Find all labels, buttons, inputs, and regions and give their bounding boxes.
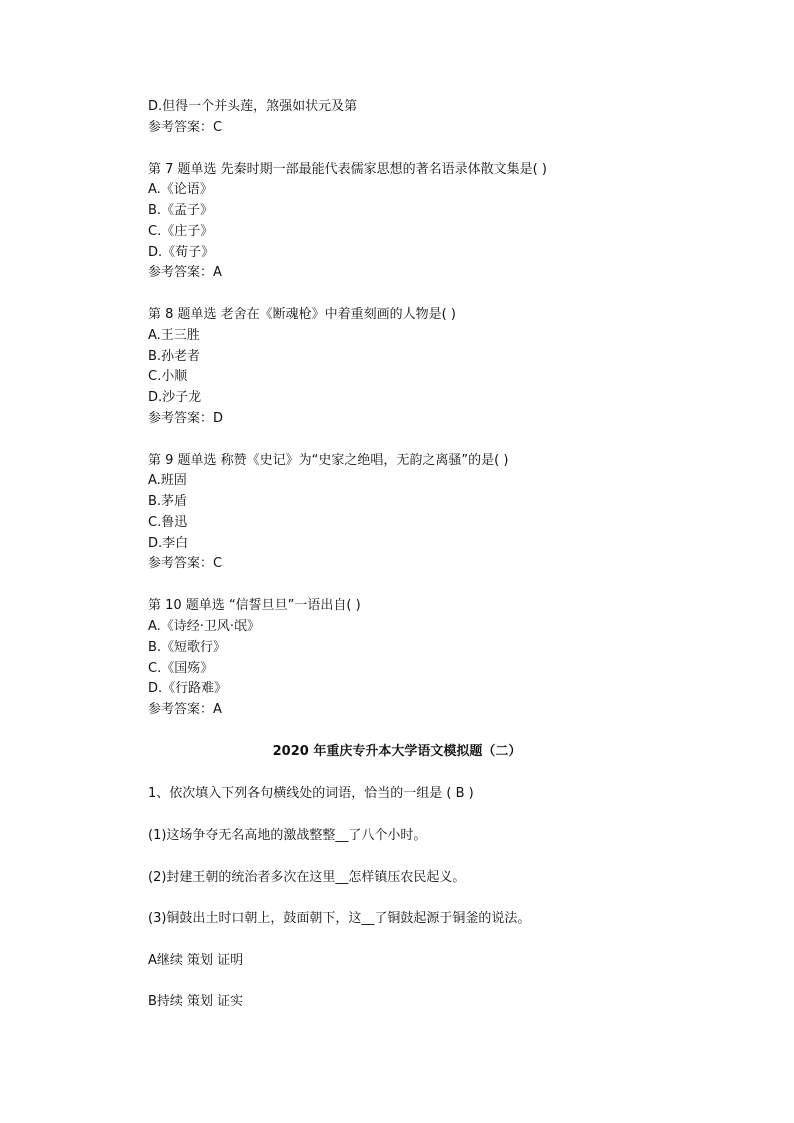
s2-q1-question: 1、依次填入下列各句横线处的词语，恰当的一组是 ( B ) <box>148 786 474 801</box>
q7-option-c: C.《庄子》 <box>148 224 214 239</box>
q9-option-c: C.鲁迅 <box>148 515 188 530</box>
q9-option-b: B.茅盾 <box>148 494 188 509</box>
q8-answer: 参考答案：D <box>148 411 224 426</box>
q7-option-d: D.《荀子》 <box>148 245 215 260</box>
s2-q1-option-b: B持续 策划 证实 <box>148 994 244 1009</box>
q8-option-c: C.小顺 <box>148 369 188 384</box>
q8-option-a: A.王三胜 <box>148 328 200 343</box>
s2-q1-sentence-1: (1)这场争夺无名高地的激战整整__了八个小时。 <box>148 828 427 843</box>
q9-option-a: A.班固 <box>148 473 187 488</box>
s2-q1-sentence-2: (2)封建王朝的统治者多次在这里__怎样镇压农民起义。 <box>148 870 466 885</box>
q9-answer: 参考答案：C <box>148 556 223 571</box>
q7-option-b: B.《孟子》 <box>148 203 214 218</box>
q8-question: 第 8 题单选 老舍在《断魂枪》中着重刻画的人物是( ) <box>148 307 456 322</box>
q6-answer: 参考答案：C <box>148 120 223 135</box>
q6-option-d: D.但得一个并头莲，煞强如状元及第 <box>148 99 358 114</box>
q10-option-b: B.《短歌行》 <box>148 640 227 655</box>
q7-answer: 参考答案：A <box>148 265 222 280</box>
s2-q1-sentence-3: (3)铜鼓出土时口朝上，鼓面朝下，这__了铜鼓起源于铜釜的说法。 <box>148 911 531 926</box>
q9-option-d: D.李白 <box>148 536 189 551</box>
q10-option-c: C.《国殇》 <box>148 661 214 676</box>
section-title: 2020 年重庆专升本大学语文模拟题（二） <box>272 744 522 759</box>
q9-question: 第 9 题单选 称赞《史记》为“史家之绝唱，无韵之离骚”的是( ) <box>148 453 509 468</box>
q7-option-a: A.《论语》 <box>148 182 213 197</box>
q10-option-d: D.《行路难》 <box>148 681 228 696</box>
q8-option-b: B.孙老者 <box>148 349 201 364</box>
q10-answer: 参考答案：A <box>148 702 222 717</box>
q7-question: 第 7 题单选 先秦时期一部最能代表儒家思想的著名语录体散文集是( ) <box>148 162 547 177</box>
q10-question: 第 10 题单选 “信誓旦旦”一语出自( ) <box>148 598 361 613</box>
q10-option-a: A.《诗经·卫风·氓》 <box>148 619 261 634</box>
s2-q1-option-a: A继续 策划 证明 <box>148 953 244 968</box>
q8-option-d: D.沙子龙 <box>148 390 202 405</box>
